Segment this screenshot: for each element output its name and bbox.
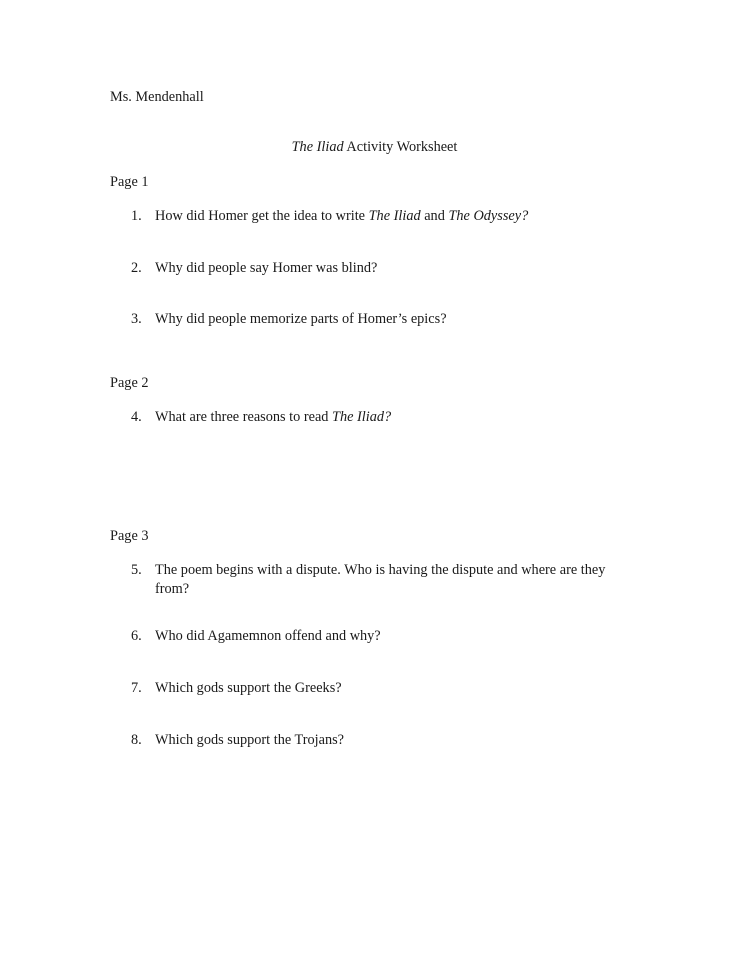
- question-number: 1.: [131, 208, 142, 224]
- question-text-part: What are three reasons to read: [155, 409, 333, 425]
- question-number: 5.: [131, 562, 142, 578]
- question-number: 6.: [131, 628, 142, 644]
- question-text: [155, 408, 391, 426]
- question-text: [155, 207, 528, 225]
- section-heading: Page 2: [110, 375, 149, 391]
- worksheet-title: [0, 138, 749, 156]
- question-text: Why did people memorize parts of Homer’s epics?: [155, 311, 447, 327]
- section-heading: Page 1: [110, 174, 149, 190]
- question-text-italic: The Iliad?: [332, 409, 392, 425]
- question-number: 8.: [131, 732, 142, 748]
- title-rest: Activity Worksheet: [343, 139, 458, 155]
- question-text: Why did people say Homer was blind?: [155, 260, 378, 276]
- question-text-continued: from?: [155, 581, 190, 597]
- teacher-name: Ms. Mendenhall: [110, 89, 204, 105]
- section-heading: Page 3: [110, 528, 149, 544]
- question-number: 3.: [131, 311, 142, 327]
- question-number: 2.: [131, 260, 142, 276]
- question-text: Which gods support the Greeks?: [155, 680, 342, 696]
- question-text-italic: The Iliad: [368, 208, 421, 224]
- question-number: 4.: [131, 409, 142, 425]
- title-italic: The Iliad: [291, 139, 344, 155]
- question-text: The poem begins with a dispute. Who is having the dispute and where are they: [155, 562, 606, 578]
- question-text-part: How did Homer get the idea to write: [155, 208, 369, 224]
- question-text-italic: The Odyssey?: [448, 208, 529, 224]
- question-text: Who did Agamemnon offend and why?: [155, 628, 381, 644]
- question-text: Which gods support the Trojans?: [155, 732, 345, 748]
- question-number: 7.: [131, 680, 142, 696]
- question-text-part: and: [420, 208, 449, 224]
